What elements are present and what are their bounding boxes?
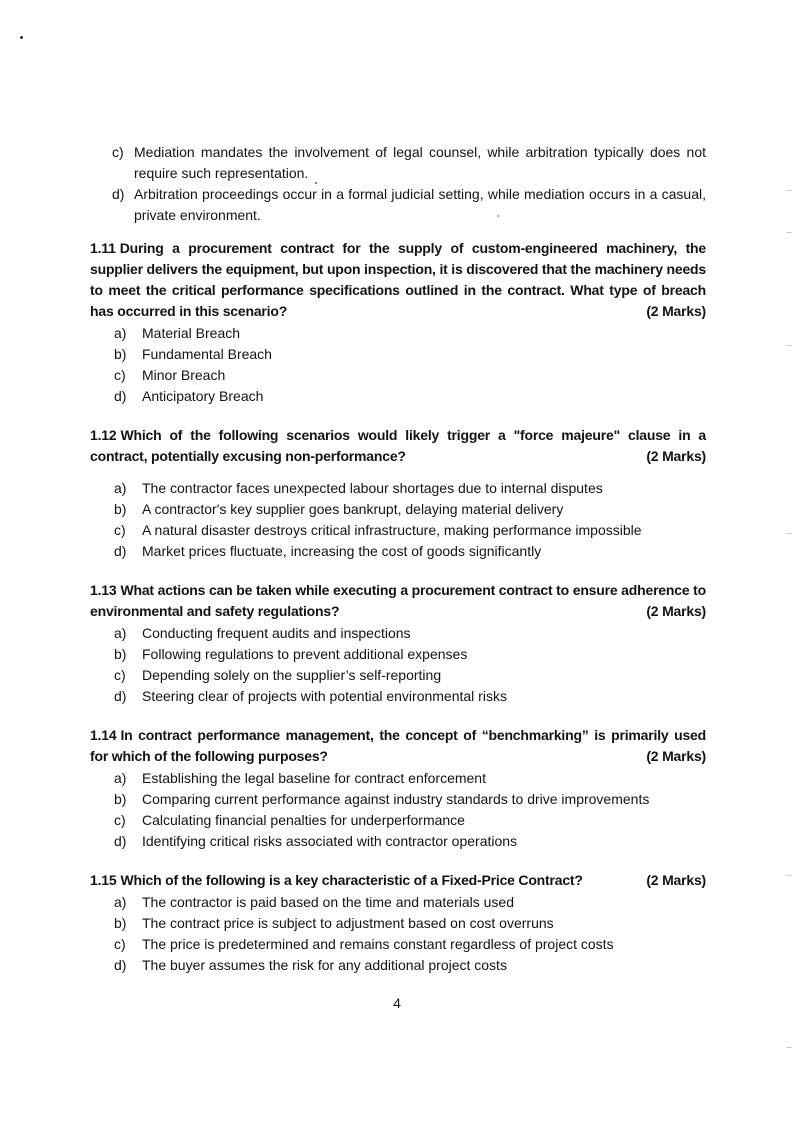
- option-item: [90, 644, 706, 665]
- question-number: 1.12: [90, 427, 117, 443]
- option-text: Fundamental Breach: [142, 346, 272, 362]
- questions-list: [90, 238, 706, 976]
- scan-edge-mark: [786, 345, 792, 346]
- option-letter: a): [114, 480, 127, 496]
- option-text: Depending solely on the supplier’s self-reporting: [142, 667, 442, 683]
- option-text: Minor Breach: [142, 367, 226, 383]
- option-item: [90, 686, 706, 707]
- option-text: The price is predetermined and remains constant regardless of project costs: [142, 936, 614, 952]
- option-text: Steering clear of projects with potential environmental risks: [142, 688, 507, 704]
- question-text: Which of the following scenarios would likely trigger a "force majeure" clause in a contract, potentially excusing non-performance?: [90, 427, 706, 464]
- option-letter: c): [112, 144, 124, 160]
- question-block: [90, 870, 706, 976]
- question-block: [90, 238, 706, 407]
- option-item: [90, 934, 706, 955]
- option-item: [90, 768, 706, 789]
- option-text: The contractor faces unexpected labour shortages due to internal disputes: [142, 480, 603, 496]
- options-list: [90, 892, 706, 976]
- option-letter: c): [114, 936, 126, 952]
- option-item: [90, 499, 706, 520]
- option-letter: c): [114, 522, 126, 538]
- option-item: [90, 478, 706, 499]
- option-letter: a): [114, 770, 127, 786]
- option-item: [90, 913, 706, 934]
- question-number: 1.13: [90, 582, 117, 598]
- marks-label: (2 Marks): [646, 748, 706, 764]
- option-letter: d): [112, 186, 125, 202]
- option-text: Comparing current performance against industry standards to drive improvements: [142, 791, 650, 807]
- option-text: A natural disaster destroys critical infrastructure, making performance impossible: [142, 522, 642, 538]
- question-text: During a procurement contract for the supply of custom-engineered machinery, the supplier delivers the equipment, but upon inspection, it is discovered that the machinery needs to meet the critical performance specifications outlined in the contract. What type of breach has occurred in this scenario?: [90, 240, 706, 319]
- option-item: [90, 623, 706, 644]
- marks-label: (2 Marks): [646, 603, 706, 619]
- option-text: Identifying critical risks associated with contractor operations: [142, 833, 518, 849]
- option-item: [90, 810, 706, 831]
- question-text: What actions can be taken while executing a procurement contract to ensure adherence to environmental and safety regulations?: [90, 582, 706, 619]
- option-text: Market prices fluctuate, increasing the cost of goods significantly: [142, 543, 542, 559]
- options-list: [90, 323, 706, 407]
- option-item: [90, 184, 706, 226]
- question-text: In contract performance management, the concept of “benchmarking” is primarily used for which of the following purposes?: [90, 727, 706, 764]
- question-block: [90, 580, 706, 707]
- question-text: Which of the following is a key characteristic of a Fixed-Price Contract?: [120, 872, 583, 888]
- option-text: A contractor's key supplier goes bankrupt, delaying material delivery: [142, 501, 564, 517]
- previous-question-options: [90, 142, 706, 226]
- option-letter: d): [114, 957, 127, 973]
- scan-edge-mark: [786, 875, 792, 876]
- option-letter: a): [114, 625, 127, 641]
- scan-edge-mark: [786, 190, 792, 191]
- option-text: Following regulations to prevent additional expenses: [142, 646, 468, 662]
- option-item: [90, 955, 706, 976]
- option-letter: d): [114, 388, 127, 404]
- option-item: [90, 365, 706, 386]
- scan-edge-mark: [786, 232, 792, 233]
- option-item: [90, 142, 706, 184]
- option-text: Anticipatory Breach: [142, 388, 264, 404]
- option-letter: d): [114, 688, 127, 704]
- question-number: 1.14: [90, 727, 117, 743]
- scan-edge-mark: [786, 533, 792, 534]
- option-letter: b): [114, 791, 127, 807]
- scan-artifact-dot: [20, 36, 23, 39]
- option-text: The contractor is paid based on the time and materials used: [142, 894, 514, 910]
- option-letter: b): [114, 646, 127, 662]
- marks-label: (2 Marks): [646, 303, 706, 319]
- question-heading: [90, 870, 706, 891]
- option-letter: a): [114, 894, 127, 910]
- option-item: [90, 386, 706, 407]
- option-letter: c): [114, 812, 126, 828]
- question-number: 1.15: [90, 872, 117, 888]
- option-item: [90, 520, 706, 541]
- option-letter: a): [114, 325, 127, 341]
- question-block: [90, 725, 706, 852]
- page-number: 4: [393, 995, 401, 1011]
- question-heading: [90, 725, 706, 767]
- option-letter: b): [114, 915, 127, 931]
- option-letter: d): [114, 833, 127, 849]
- marks-label: (2 Marks): [646, 448, 706, 464]
- option-text: Arbitration proceedings occur in a formal judicial setting, while mediation occurs in a casual, private environment.: [134, 186, 706, 223]
- page-content: [90, 142, 706, 976]
- option-text: The buyer assumes the risk for any additional project costs: [142, 957, 507, 973]
- question-heading: [90, 238, 706, 322]
- option-item: [90, 323, 706, 344]
- option-text: Material Breach: [142, 325, 241, 341]
- option-item: [90, 541, 706, 562]
- option-letter: b): [114, 346, 127, 362]
- options-list: [90, 768, 706, 852]
- options-list: [90, 623, 706, 707]
- question-block: [90, 425, 706, 562]
- question-heading: [90, 425, 706, 467]
- option-letter: b): [114, 501, 127, 517]
- option-item: [90, 344, 706, 365]
- option-letter: c): [114, 667, 126, 683]
- marks-label: (2 Marks): [646, 872, 706, 888]
- question-number: 1.11: [90, 240, 116, 256]
- option-item: [90, 892, 706, 913]
- option-text: The contract price is subject to adjustment based on cost overruns: [142, 915, 554, 931]
- option-letter: d): [114, 543, 127, 559]
- options-list: [90, 478, 706, 562]
- option-text: Establishing the legal baseline for contract enforcement: [142, 770, 486, 786]
- option-text: Calculating financial penalties for underperformance: [142, 812, 465, 828]
- option-letter: c): [114, 367, 126, 383]
- option-item: [90, 831, 706, 852]
- option-item: [90, 665, 706, 686]
- option-text: Conducting frequent audits and inspections: [142, 625, 411, 641]
- option-text: Mediation mandates the involvement of legal counsel, while arbitration typically does not require such representation.: [134, 144, 706, 181]
- question-heading: [90, 580, 706, 622]
- option-item: [90, 789, 706, 810]
- scan-edge-mark: [786, 1047, 792, 1048]
